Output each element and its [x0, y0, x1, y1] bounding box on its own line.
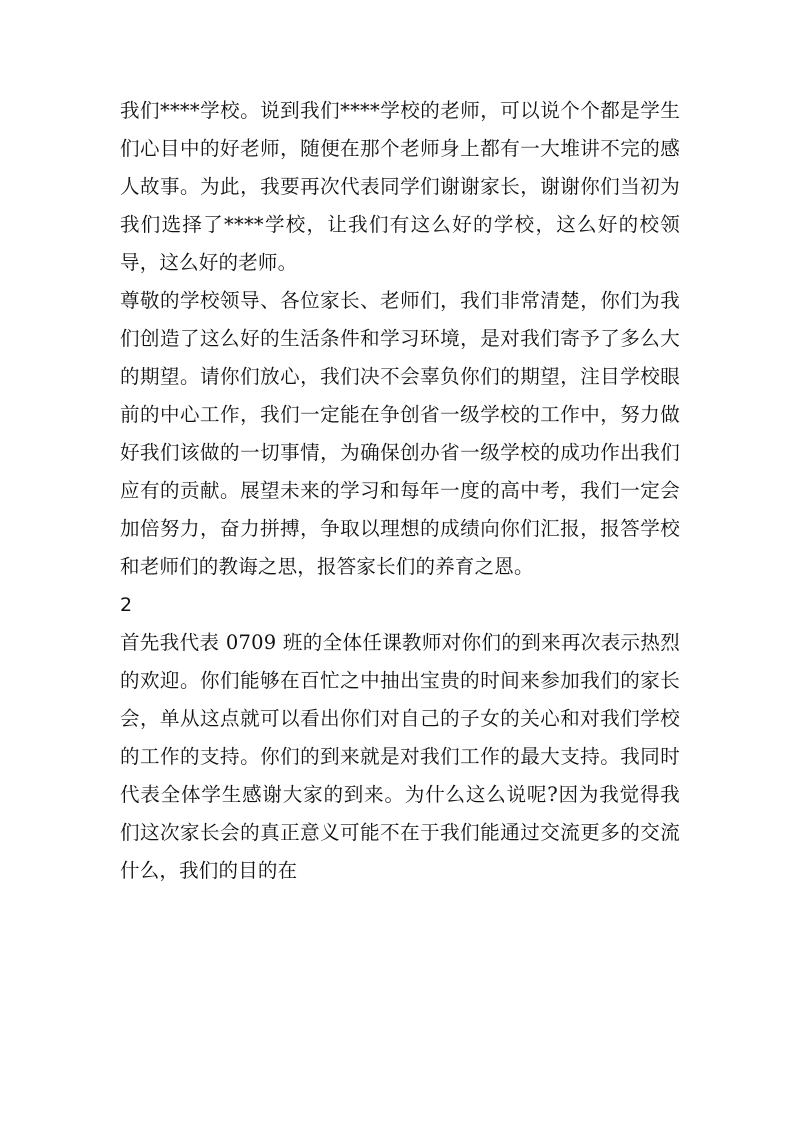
- paragraph-student-thanks: 我们****学校。说到我们****学校的老师，可以说个个都是学生们心目中的好老师，随便在那个老师身上都有一大堆讲不完的感人故事。为此，我要再次代表同学们谢谢家长，谢谢你们当初为我们选择了****学校，让我们有这么好的学校，这么好的校领导，这么好的老师。: [120, 99, 680, 274]
- section-number: 2: [120, 594, 133, 616]
- paragraph-student-promise: 尊敬的学校领导、各位家长、老师们，我们非常清楚，你们为我们创造了这么好的生活条件和学习环境，是对我们寄予了多么大的期望。请你们放心，我们决不会辜负你们的期望，注目学校眼前的中心工作，我们一定能在争创省一级学校的工作中，努力做好我们该做的一切事情，为确保创办省一级学校的成功作出我们应有的贡献。展望未来的学习和每年一度的高中考，我们一定会加倍努力，奋力拼搏，争取以理想的成绩向你们汇报，报答学校和老师们的教诲之思，报答家长们的养育之恩。: [120, 289, 680, 578]
- paragraph-teacher-welcome: 首先我代表 0709 班的全体任课教师对你们的到来再次表示热烈的欢迎。你们能够在百忙之中抽出宝贵的时间来参加我们的家长会，单从这点就可以看出你们对自己的子女的关心和对我们学校的工作的支持。你们的到来就是对我们工作的最大支持。我同时代表全体学生感谢大家的到来。为什么这么说呢?因为我觉得我们这次家长会的真正意义可能不在于我们能通过交流更多的交流什么，我们的目的在: [120, 631, 680, 882]
- document-body: [120, 92, 680, 890]
